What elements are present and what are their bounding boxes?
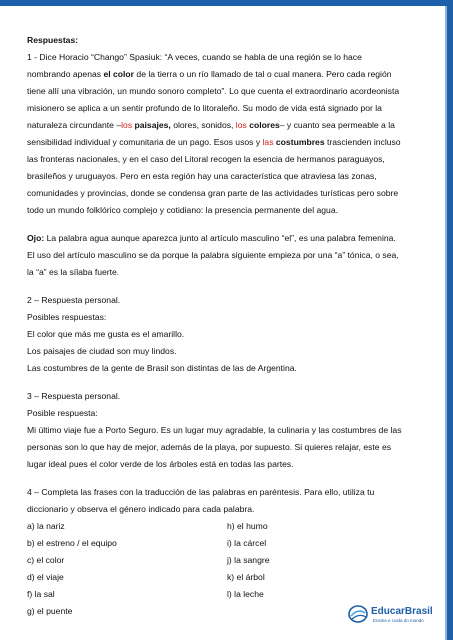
text-line: El color que más me gusta es el amarillo.	[27, 329, 185, 339]
text-line: Los paisajes de ciudad son muy lindos.	[27, 346, 177, 356]
text-line: Posibles respuestas:	[27, 312, 107, 322]
text-line: misionero se aplica a un sentir profundo de lo litoraleño. Su modo de vida está signado por la	[27, 103, 382, 113]
vocab-item: h) el humo	[227, 521, 268, 531]
vocab-item: i) la cárcel	[227, 538, 267, 548]
vocab-item: k) el árbol	[227, 572, 265, 582]
vocab-item: b) el estreno / el equipo	[27, 538, 117, 548]
spacer	[27, 281, 432, 292]
text-line: 4 – Completa las frases con la traducción de las palabras en paréntesis. Para ello, utiliza tu	[27, 487, 375, 497]
page-title: Respuestas:	[27, 35, 79, 45]
article-highlight: los	[121, 120, 133, 130]
highlight-term: paisajes,	[134, 120, 171, 130]
educarbrasil-logo	[347, 602, 437, 628]
highlight-term: el color	[103, 69, 135, 79]
vocab-item: j) la sangre	[227, 555, 270, 565]
text-line: 3 – Respuesta personal.	[27, 391, 121, 401]
text-line: lugar ideal pues el color verde de los árboles está en todas las partes.	[27, 459, 294, 469]
text-line: personas son lo que hay de mejor, además de la playa, por supuesto. Si quieres relajar, este es	[27, 442, 392, 452]
answer-2	[27, 292, 432, 377]
text-line: tiene allí una vibración, un mundo sonoro completo”. Lo que cuenta el extraordinario acordeonista	[27, 86, 400, 96]
answer-4	[27, 484, 432, 620]
text-run: olores, sonidos,	[170, 120, 236, 130]
text-line	[27, 66, 432, 83]
article-highlight: las	[262, 137, 274, 147]
text-run: nombrando apenas	[27, 69, 104, 79]
text-run: trascienden incluso	[324, 137, 401, 147]
vocab-item: c) el color	[27, 555, 65, 565]
vocab-item: d) el viaje	[27, 572, 64, 582]
answer-1	[27, 49, 432, 219]
text-line: las fronteras nacionales, y en el caso del Litoral recogen la esencia de hermanos paraguayos,	[27, 154, 385, 164]
text-run: La palabra agua aunque aparezca junto al artículo masculino “el”, es una palabra femenina.	[44, 233, 396, 243]
text-run: naturaleza circundante –	[27, 120, 122, 130]
text-line: El uso del artículo masculino se da porque la palabra siguiente empieza por una “a” tónica, o sea,	[27, 250, 399, 260]
vocab-item: l) la leche	[227, 589, 264, 599]
text-line: todo un mundo folklórico complejo y cotidiano: la presencia permanente del agua.	[27, 205, 338, 215]
highlight-term: colores	[249, 120, 280, 130]
text-line: Posible respuesta:	[27, 408, 98, 418]
answer-3	[27, 388, 432, 473]
text-run: de la tierra o un río llamado de tal o cual manera. Pero cada región	[134, 69, 392, 79]
brand-name: EducarBrasil	[371, 606, 433, 617]
article-highlight: los	[235, 120, 247, 130]
highlight-term: costumbres	[275, 137, 325, 147]
text-line: 2 – Respuesta personal.	[27, 295, 121, 305]
vocab-item: a) la nariz	[27, 521, 65, 531]
spacer	[27, 219, 432, 230]
text-line	[27, 117, 432, 134]
spacer	[27, 377, 432, 388]
ojo-note	[27, 230, 432, 281]
vocab-item: f) la sal	[27, 589, 55, 599]
text-line: Las costumbres de la gente de Brasil son distintas de las de Argentina.	[27, 363, 297, 373]
spacer	[27, 473, 432, 484]
text-line: Mi último viaje fue a Porto Seguro. Es un lugar muy agradable, la culinaria y las costumbres de las	[27, 425, 402, 435]
vocab-item: g) el puente	[27, 606, 73, 616]
text-run: sensibilidad individual y comunitaria de un pago. Esos usos y	[27, 137, 263, 147]
text-line	[27, 230, 432, 247]
globe-logo-icon	[347, 604, 369, 624]
text-line	[27, 134, 432, 151]
text-line: la “a” es la sílaba fuerte.	[27, 267, 120, 277]
text-line: brasileños y uruguayos. Pero en esta región hay una característica que atraviesa las zonas,	[27, 171, 377, 181]
brand-tagline: Ensina e cuida do mundo	[373, 618, 424, 623]
answers-content	[27, 32, 432, 620]
note-label: Ojo:	[27, 233, 45, 243]
text-run: – y cuanto sea permeable a la	[279, 120, 395, 130]
text-line: comunidades y provincias, donde se condensa gran parte de las actividades turísticas pero sobre	[27, 188, 399, 198]
text-line: diccionario y observa el género indicado para cada palabra.	[27, 504, 255, 514]
text-line: 1 - Dice Horacio “Chango” Spasiuk: “A veces, cuando se habla de una región se lo hace	[27, 52, 362, 62]
